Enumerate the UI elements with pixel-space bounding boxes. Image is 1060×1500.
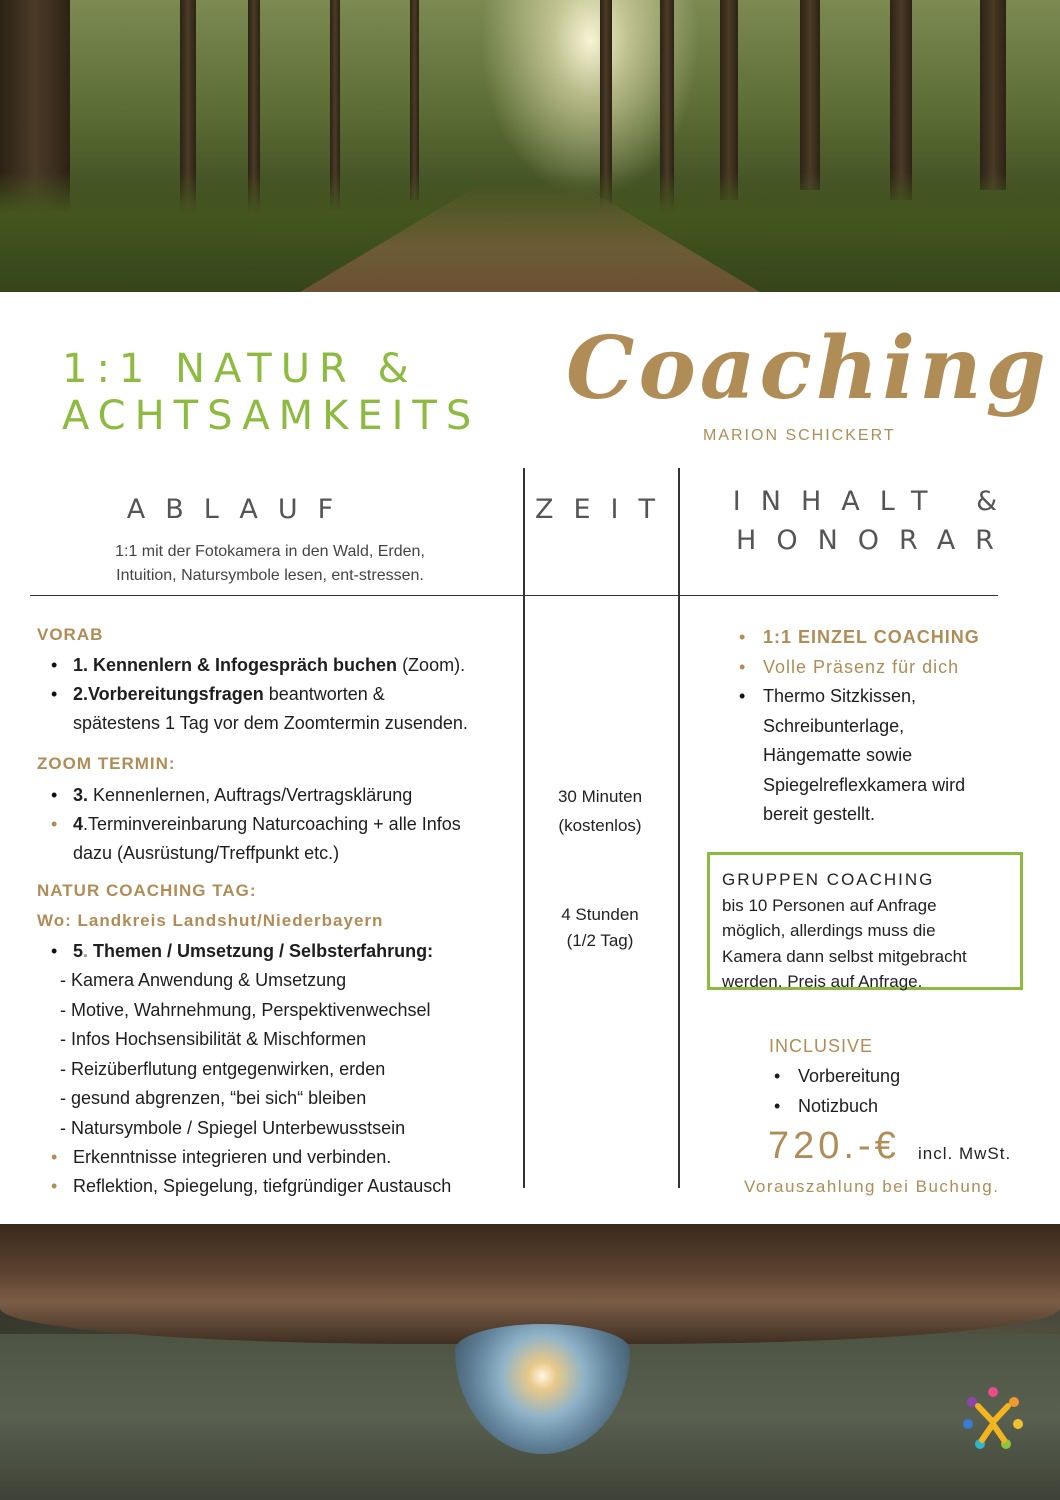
column-header-inhalt-line-1: INHALT & <box>732 486 1018 517</box>
tree-trunk <box>800 0 820 190</box>
natur-tag-list-end <box>37 1143 527 1201</box>
vorab-item-2-line-2: spätestens 1 Tag vor dem Zoomtermin zusenden. <box>73 713 468 733</box>
gruppen-line: bis 10 Personen auf Anfrage <box>722 895 937 915</box>
list-item: - Natursymbole / Spiegel Unterbewusstsein <box>60 1114 520 1144</box>
column-header-zeit: ZEIT <box>534 494 675 525</box>
tree-trunk <box>890 0 912 200</box>
tree-trunk <box>410 0 419 200</box>
title-line-1: 1:1 NATUR & <box>62 346 418 392</box>
column-header-inhalt-line-2: HONORAR <box>736 525 1014 556</box>
price-amount: 720.-€ <box>768 1125 900 1167</box>
list-item <box>37 810 527 868</box>
natur-item-5-num: 5 <box>73 941 84 961</box>
list-item <box>37 937 527 966</box>
inhalt-item-3-line: Hängematte sowie <box>763 745 913 765</box>
list-item <box>37 680 527 738</box>
natur-item-5-dot: . <box>83 941 89 961</box>
section-title-vorab: VORAB <box>37 625 104 644</box>
list-item <box>735 682 1025 830</box>
inclusive-list <box>770 1062 900 1121</box>
inhalt-list <box>735 623 1025 830</box>
column-divider <box>678 468 680 1188</box>
zoom-item-1-bold: 3. <box>73 785 89 805</box>
logo-icon <box>958 1384 1028 1454</box>
ablauf-description-line-1: 1:1 mit der Fotokamera in den Wald, Erden, <box>115 543 425 560</box>
zeit-tag <box>525 902 675 954</box>
gruppen-title: GRUPPEN COACHING <box>722 870 935 889</box>
tree-trunk <box>980 0 1006 190</box>
natur-sub-list <box>60 966 520 1143</box>
price-note: incl. MwSt. <box>918 1144 1012 1163</box>
vorab-item-2-bold: 2.Vorbereitungsfragen <box>73 684 264 704</box>
header-divider <box>30 595 998 596</box>
gruppen-line: Kamera dann selbst mitgebracht <box>722 946 967 966</box>
zeit-tag-line-1: 4 Stunden <box>561 905 639 924</box>
zeit-zoom <box>525 782 675 840</box>
inhalt-item-3-line: Thermo Sitzkissen, <box>763 686 917 706</box>
droplet-photo <box>0 1224 1060 1500</box>
column-header-ablauf: ABLAUF <box>126 494 354 525</box>
inhalt-item-1: 1:1 EINZEL COACHING <box>763 627 980 647</box>
author-name: MARION SCHICKERT <box>703 427 896 444</box>
vorab-item-2-text: beantworten & <box>263 684 385 704</box>
zoom-item-2-line-2: dazu (Ausrüstung/Treffpunkt etc.) <box>73 843 340 863</box>
title-coaching: Coaching <box>566 318 1050 419</box>
title-line-2: ACHTSAMKEITS <box>62 393 481 439</box>
gruppen-line: werden. Preis auf Anfrage. <box>722 972 923 991</box>
inhalt-item-3-line: Schreibunterlage, <box>763 715 905 736</box>
gruppen-line: möglich, allerdings muss die <box>722 921 936 940</box>
zeit-zoom-line-2: (kostenlos) <box>558 816 642 835</box>
list-item <box>735 623 1025 653</box>
list-item: - Infos Hochsensibilität & Mischformen <box>60 1025 520 1055</box>
inhalt-item-3-line: bereit gestellt. <box>763 804 876 824</box>
inclusive-title: INCLUSIVE <box>769 1036 874 1056</box>
zoom-item-1-text: Kennenlernen, Auftrags/Vertragsklärung <box>88 785 413 805</box>
zoom-list <box>37 781 527 868</box>
section-title-natur-tag: NATUR COACHING TAG: <box>37 881 257 900</box>
vorab-list <box>37 651 527 738</box>
list-item: - Motive, Wahrnehmung, Perspektivenwechsel <box>60 996 520 1026</box>
inhalt-item-2: Volle Präsenz für dich <box>763 656 960 677</box>
zeit-tag-line-2: (1/2 Tag) <box>566 931 634 950</box>
gruppen-coaching-box <box>707 852 1023 990</box>
zoom-item-2-bold: 4 <box>73 814 84 834</box>
forest-photo <box>0 0 1060 292</box>
section-title-zoom: ZOOM TERMIN: <box>37 754 176 773</box>
list-item: - gesund abgrenzen, “bei sich“ bleiben <box>60 1084 520 1114</box>
prepayment-note: Vorauszahlung bei Buchung. <box>744 1177 1000 1196</box>
list-item: - Reizüberflutung entgegenwirken, erden <box>60 1055 520 1085</box>
zoom-item-2-text: .Terminvereinbarung Naturcoaching + alle Infos <box>83 814 461 834</box>
location: Wo: Landkreis Landshut/Niederbayern <box>37 911 384 930</box>
list-item: • Reflektion, Spiegelung, tiefgründiger Austausch <box>37 1172 527 1201</box>
inhalt-item-3-line: Spiegelreflexkamera wird <box>763 774 966 795</box>
page-title <box>62 346 480 440</box>
list-item: • Erkenntnisse integrieren und verbinden. <box>37 1143 527 1172</box>
list-item: • Vorbereitung <box>770 1062 900 1092</box>
list-item <box>735 653 1025 683</box>
natur-tag-list <box>37 937 527 966</box>
column-header-inhalt <box>725 482 1025 560</box>
ablauf-description <box>30 540 510 588</box>
list-item <box>37 651 527 680</box>
tree-trunk <box>720 0 738 200</box>
zeit-zoom-line-1: 30 Minuten <box>557 787 643 806</box>
ablauf-description-line-2: Intuition, Natursymbole lesen, ent-stressen. <box>116 567 424 584</box>
vorab-item-1-text: (Zoom). <box>397 655 466 675</box>
natur-item-5-text: Themen / Umsetzung / Selbsterfahrung: <box>88 941 434 961</box>
vorab-item-1-bold: 1. Kennenlern & Infogespräch buchen <box>73 655 398 675</box>
list-item: - Kamera Anwendung & Umsetzung <box>60 966 520 996</box>
list-item <box>37 781 527 810</box>
list-item: • Notizbuch <box>770 1092 900 1122</box>
